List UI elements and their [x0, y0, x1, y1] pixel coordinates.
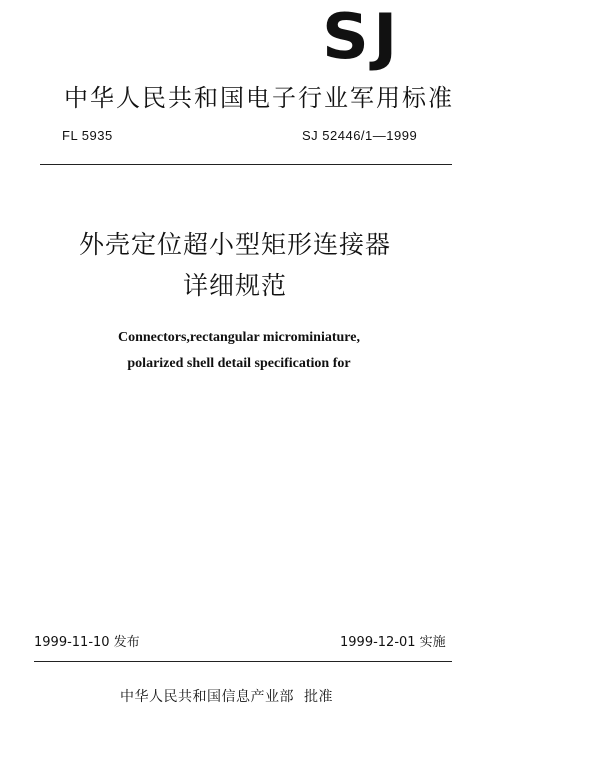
implementation-date: 1999-12-01 实施: [340, 635, 446, 650]
title-chinese-line-2: 详细规范: [182, 271, 287, 300]
footer-divider: [34, 661, 452, 662]
standard-number: SJ 52446/1—1999: [302, 128, 418, 143]
classification-code: FL 5935: [62, 128, 113, 143]
approval-word: 批准: [304, 689, 333, 705]
title-chinese-line-1: 外壳定位超小型矩形连接器: [78, 230, 391, 259]
approver: [120, 687, 333, 707]
sj-logo: SJ: [322, 0, 402, 73]
approving-authority: 中华人民共和国信息产业部: [120, 689, 294, 705]
standard-name: 中华人民共和国电子行业军用标准: [64, 84, 454, 112]
title-english-line-2: polarized shell detail specification for: [127, 356, 351, 371]
issue-date: 1999-11-10 发布: [34, 635, 140, 650]
header-divider: [40, 164, 452, 165]
title-english-line-1: Connectors,rectangular microminiature,: [118, 330, 360, 345]
